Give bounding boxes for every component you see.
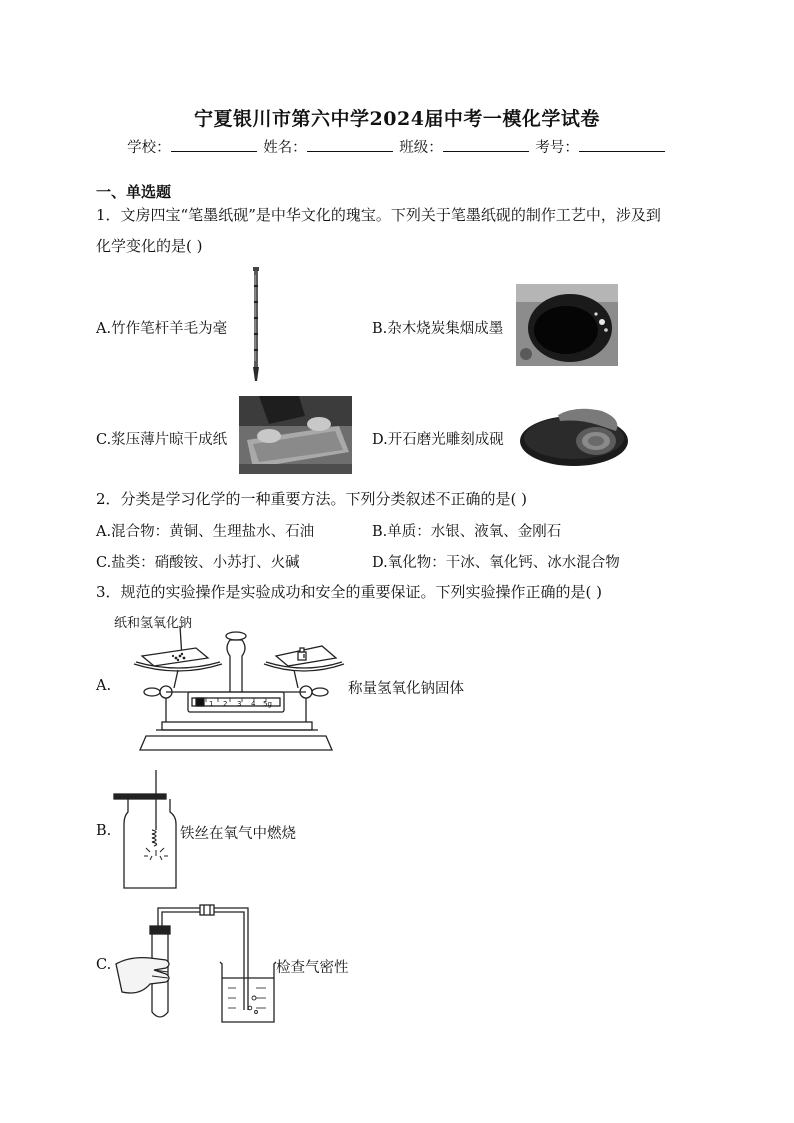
scale-tick-2: 2 bbox=[223, 700, 228, 708]
scale-tick-0: 0 bbox=[196, 700, 201, 708]
q2-option-c: C.盐类：硝酸铵、小苏打、火碱 bbox=[96, 555, 300, 571]
scale-tick-1: 1 bbox=[209, 700, 214, 708]
q1-option-d: D.开石磨光雕刻成砚 bbox=[372, 432, 504, 448]
q2-option-a: A.混合物：黄铜、生理盐水、石油 bbox=[96, 524, 315, 540]
iron-wire-bottle-diagram bbox=[110, 770, 180, 892]
q1-option-c: C.浆压薄片晾干成纸 bbox=[96, 432, 228, 448]
q3-option-b-letter: B. bbox=[96, 823, 112, 839]
q3-option-b-label: 铁丝在氧气中燃烧 bbox=[180, 826, 296, 842]
q1-option-b: B.杂木烧炭集烟成墨 bbox=[372, 321, 504, 337]
inkstone-image bbox=[518, 401, 630, 469]
school-label: 学校： bbox=[127, 140, 171, 156]
school-blank[interactable] bbox=[171, 137, 257, 152]
q2-option-d: D.氧化物：干冰、氧化钙、冰水混合物 bbox=[372, 555, 620, 571]
q3-option-c-label: 检查气密性 bbox=[276, 960, 349, 976]
question-1-line2: 化学变化的是( ) bbox=[96, 237, 203, 255]
balance-scale-diagram bbox=[126, 626, 348, 758]
question-3: 3．规范的实验操作是实验成功和安全的重要保证。下列实验操作正确的是( ) bbox=[96, 583, 603, 601]
student-info-line bbox=[0, 136, 794, 157]
name-blank[interactable] bbox=[307, 137, 393, 152]
exam-title: 宁夏银川市第六中学2024届中考一模化学试卷 bbox=[194, 108, 600, 130]
q3-option-a-letter: A. bbox=[96, 678, 112, 694]
ink-smoke-image bbox=[516, 284, 618, 366]
scale-tick-4: 4 bbox=[251, 700, 256, 708]
brush-pen-image bbox=[244, 265, 268, 383]
scale-tick-3: 3 bbox=[237, 700, 242, 708]
class-blank[interactable] bbox=[443, 137, 529, 152]
scale-tick-5: 5g bbox=[263, 700, 272, 708]
section-heading: 一、单选题 bbox=[96, 183, 172, 201]
class-label: 班级： bbox=[399, 140, 443, 156]
name-label: 姓名： bbox=[263, 140, 307, 156]
q2-option-b: B.单质：水银、液氧、金刚石 bbox=[372, 524, 562, 540]
q3-option-a-label: 称量氢氧化钠固体 bbox=[348, 681, 464, 697]
question-1-line1: 1．文房四宝“笔墨纸砚”是中华文化的瑰宝。下列关于笔墨纸砚的制作工艺中，涉及到 bbox=[96, 206, 661, 224]
exam-number-blank[interactable] bbox=[579, 137, 665, 152]
q1-option-a: A.竹作笔杆羊毛为毫 bbox=[96, 321, 228, 337]
exam-number-label: 考号： bbox=[535, 140, 579, 156]
q3-option-c-letter: C. bbox=[96, 957, 112, 973]
q3a-figure-label: 纸和氢氧化钠 bbox=[114, 616, 193, 631]
paper-making-image bbox=[239, 396, 352, 474]
airtightness-check-diagram bbox=[110, 900, 280, 1024]
question-2: 2．分类是学习化学的一种重要方法。下列分类叙述不正确的是( ) bbox=[96, 490, 528, 508]
